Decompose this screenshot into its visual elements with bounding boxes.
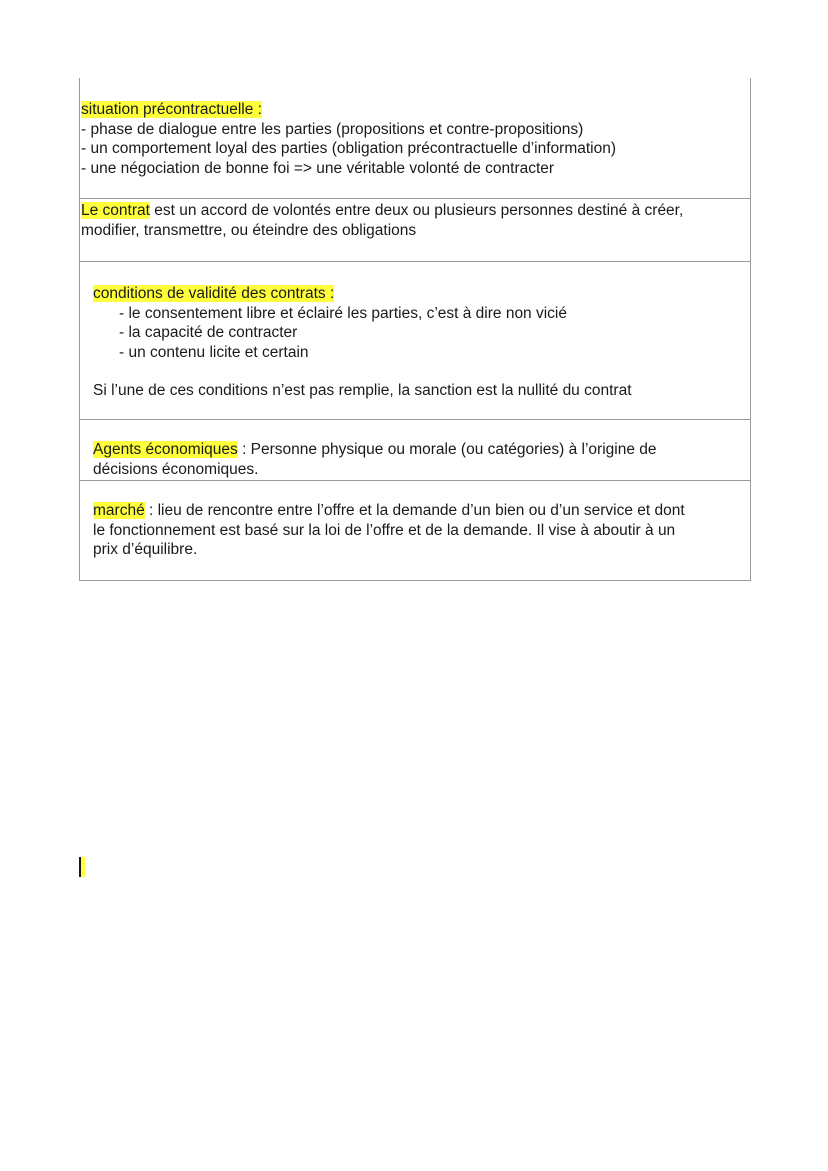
list-item: - le consentement libre et éclairé les parties, c’est à dire non vicié: [119, 304, 567, 322]
row-marche[interactable]: [80, 481, 750, 581]
definition-text: le fonctionnement est basé sur la loi de l’offre et de la demande. Il vise à aboutir à un: [93, 521, 676, 539]
definition-text: : Personne physique ou morale (ou catégories) à l’origine de: [237, 441, 657, 458]
text-cursor[interactable]: [79, 857, 85, 877]
definition-text: modifier, transmettre, ou éteindre des obligations: [81, 221, 417, 239]
term-conditions: conditions de validité des contrats :: [93, 285, 335, 302]
bullet-line: - phase de dialogue entre les parties (propositions et contre-propositions): [81, 120, 584, 138]
row-contrat[interactable]: [80, 201, 750, 262]
term-marche: marché: [93, 502, 145, 519]
definition-text: : lieu de rencontre entre l’offre et la demande d’un bien ou d’un service et dont: [144, 502, 685, 519]
definition-text: prix d’équilibre.: [93, 541, 198, 558]
row-agents-economiques[interactable]: [80, 420, 750, 481]
bullet-line: - une négociation de bonne foi => une véritable volonté de contracter: [81, 159, 555, 177]
term-contrat: Le contrat: [81, 202, 150, 219]
definition-text: est un accord de volontés entre deux ou plusieurs personnes destiné à créer,: [149, 202, 684, 219]
term-agents: Agents économiques: [93, 441, 238, 458]
bullet-line: - un comportement loyal des parties (obligation précontractuelle d’information): [81, 140, 617, 157]
list-item: - la capacité de contracter: [119, 324, 298, 341]
row-situation-precontractuelle[interactable]: [80, 78, 750, 199]
sanction-note: Si l’une de ces conditions n’est pas remplie, la sanction est la nullité du contrat: [93, 382, 632, 399]
list-item: - un contenu licite et certain: [119, 343, 309, 361]
term-situation: situation précontractuelle :: [81, 101, 262, 118]
row-conditions-validite[interactable]: [80, 262, 750, 420]
definitions-table: [79, 78, 751, 581]
definition-text: décisions économiques.: [93, 460, 259, 478]
